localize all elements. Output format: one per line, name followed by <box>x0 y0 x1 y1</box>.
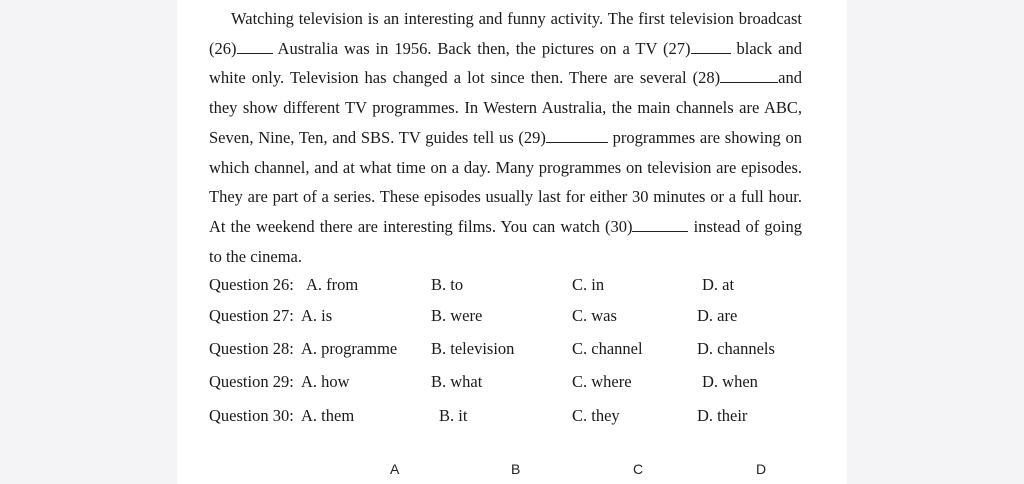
question-label: Question 30: <box>209 406 294 425</box>
passage-text: instead of going to the cinema. <box>209 216 802 266</box>
option-a[interactable]: A. them <box>301 406 355 425</box>
question-label: Question 26: <box>209 275 294 294</box>
option-a[interactable]: A. from <box>306 275 359 294</box>
passage-text: black and white only. Television has changed a lot since then. There are several (28) <box>209 38 802 88</box>
passage-text: programmes are showing on which channel, and at what time on a day. Many programmes on television are episodes. They are part of a series. These episodes usually last for either 30 minutes or a full hour. At the weekend there are interesting films. You can watch (30) <box>209 127 802 236</box>
answer-button-b[interactable]: B <box>511 461 521 477</box>
answer-button-a[interactable]: A <box>390 461 400 477</box>
option-b[interactable]: B. were <box>431 306 483 325</box>
option-b[interactable]: B. television <box>431 339 515 358</box>
blank-26 <box>237 38 273 54</box>
passage-text: Watching television is an interesting and funny activity. The first television broadcast (26) <box>209 9 802 58</box>
option-c[interactable]: C. in <box>572 275 605 294</box>
option-d[interactable]: D. are <box>697 306 738 325</box>
option-c[interactable]: C. was <box>572 306 617 325</box>
option-d[interactable]: D. channels <box>697 339 775 358</box>
passage-text: Australia was in 1956. Back then, the pictures on a TV (27) <box>272 38 691 58</box>
option-d[interactable]: D. their <box>697 406 748 425</box>
option-c[interactable]: C. where <box>572 372 632 391</box>
option-a[interactable]: A. programme <box>301 339 398 358</box>
option-d[interactable]: D. when <box>702 372 758 391</box>
option-b[interactable]: B. what <box>431 372 483 391</box>
blank-30 <box>632 216 688 232</box>
question-label: Question 28: <box>209 339 294 358</box>
blank-27 <box>691 38 731 54</box>
option-c[interactable]: C. they <box>572 406 620 425</box>
option-c[interactable]: C. channel <box>572 339 643 358</box>
question-label: Question 29: <box>209 372 294 391</box>
option-a[interactable]: A. is <box>301 306 333 325</box>
answer-button-d[interactable]: D <box>756 461 767 477</box>
passage-text: and they show different TV programmes. In Western Australia, the main channels are ABC, Seven, Nine, Ten, and SBS. TV guides tell us (29) <box>209 68 802 147</box>
option-b[interactable]: B. to <box>431 275 464 294</box>
blank-29 <box>546 127 608 143</box>
reading-passage <box>209 4 802 271</box>
answer-button-c[interactable]: C <box>633 461 644 477</box>
option-a[interactable]: A. how <box>301 372 350 391</box>
question-label: Question 27: <box>209 306 294 325</box>
option-b[interactable]: B. it <box>439 406 468 425</box>
option-d[interactable]: D. at <box>702 275 735 294</box>
blank-28 <box>720 67 778 83</box>
